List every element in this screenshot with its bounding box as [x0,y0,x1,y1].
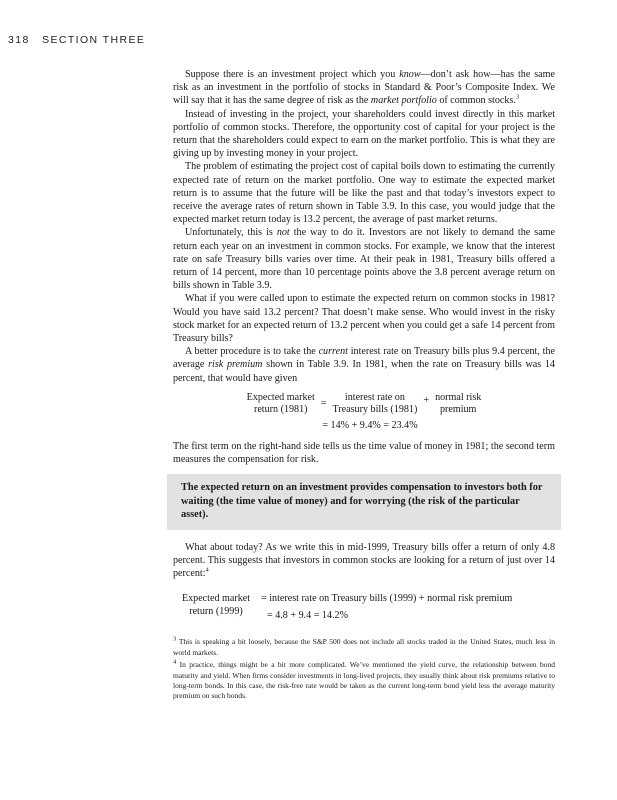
footnote-number: 4 [173,658,177,666]
equals-sign: = [320,397,327,409]
section-title: SECTION THREE [42,34,146,46]
paragraph-4 [173,226,555,292]
text-run: shown in Table 3.9. In 1981, when the rate on Treasury bills was 14 percent, that would have given [173,359,555,384]
emphasis: current [318,346,348,358]
equation-text: = interest rate on Treasury bills (1999) + normal risk premium [261,593,513,605]
equation-1981-result: = 14% + 9.4% = 23.4% [322,419,418,431]
key-point-callout: The expected return on an investment provides compensation to investors both for waiting (the time value of money) and for worrying (the risk of the particular asset). [167,474,561,529]
paragraph-7: The first term on the right-hand side tells us the time value of money in 1981; the second term measures the compensation for risk. [173,441,555,466]
text-run: the way to do it. Investors are not likely to demand the same return each year on an investment in common stocks. For example, we know that the interest rate on safe Treasury bills varies over time. At their peak in 1981, Treasury bills offered a return of 14 percent, more than 10 percentage points above the 3.8 percent average return on bills shown in Table 3.9. [173,227,556,292]
paragraph-1 [173,68,555,108]
equation-term-1 [332,392,417,417]
emphasis: not [276,227,290,239]
equation-1981 [173,392,555,417]
footnote-4 [173,660,555,702]
paragraph-2: Instead of investing in the project, your shareholders could invest directly in this market portfolio of common stocks. Therefore, the opportunity cost of capital for your project is the return that the shareholders could expect to earn on the market portfolio. This is what they are giving up by investing money in your project. [173,108,555,160]
plus-sign: + [423,394,430,406]
text-run: Suppose there is an investment project which you [185,69,400,80]
paragraph-3: The problem of estimating the project cost of capital boils down to estimating the currently expected rate of return on the market portfolio. One way to estimate the expected market return is to assume that the future will be like the past and that today’s investors expect to receive the average rates of return shown in Table 3.9. In this case, you would judge that the expected market return today is 13.2 percent, the average of past market returns. [173,161,555,226]
page-number: 318 [8,34,30,46]
text-run: What about today? As we write this in mid-1999, Treasury bills offer a return of only 4.8 percent. This suggests that investors in common stocks are looking for a return of just over 14 percent: [173,541,555,580]
text-run: Unfortunately, this is [185,227,277,239]
equation-lhs [247,392,315,417]
equation-text: Expected market [246,391,315,403]
footnote-ref-3: 3 [515,94,520,102]
text-run: —don’t ask how—has the same risk as an investment in the portfolio of stocks in Standard & Poor’s Composite Index. We will say that it has the same degree of risk as the [173,69,555,107]
paragraph-5: What if you were called upon to estimate the expected return on common stocks in 1981? Would you have said 13.2 percent? That doesn’t make sense. Who would invest in the risky stock market for an expected return of 13.2 percent when you could get a safe 14 percent from Treasury bills? [173,293,555,345]
equation-text: normal risk [435,391,482,403]
equation-1999 [173,592,555,622]
paragraph-6 [173,345,555,385]
equation-text: = 4.8 + 9.4 = 14.2% [267,610,349,622]
footnote-ref-4: 4 [205,566,209,574]
equation-text: return (1981) [253,404,308,416]
equation-term-2 [435,392,481,417]
paragraph-8 [173,541,555,581]
footnote-number: 3 [173,635,177,643]
footnotes [173,637,555,701]
emphasis: know [399,69,421,80]
footnote-3 [173,637,555,658]
text-run: of common stocks. [436,95,516,107]
equation-text: return (1999) [189,606,243,618]
equation-lhs [173,592,259,622]
footnote-text: This is speaking a bit loosely, because the S&P 500 does not include all stocks traded in the United States, much less in world markets. [173,637,555,657]
main-text [173,68,555,704]
emphasis: market portfolio [370,95,437,107]
text-run: interest rate on Treasury bills plus 9.4 percent, the average [173,346,556,371]
equation-text: premium [439,404,477,416]
footnote-text: In practice, things might be a bit more complicated. We’ve mentioned the yield curve, the relationship between bond maturity and yield. When firms consider investments in long-lived projects, they usually think about risk premiums relative to long-term bonds. In this case, the risk-free rate would be taken as the current long-term bond yield less the average maturity premium on such bonds. [173,660,555,701]
emphasis: risk premium [208,359,263,371]
running-header [8,34,145,46]
text-run: A better procedure is to take the [185,346,319,358]
equation-rhs [259,592,512,622]
equation-text: Expected market [181,593,251,605]
equation-text: Treasury bills (1981) [332,404,418,416]
equation-text: interest rate on [344,391,405,403]
